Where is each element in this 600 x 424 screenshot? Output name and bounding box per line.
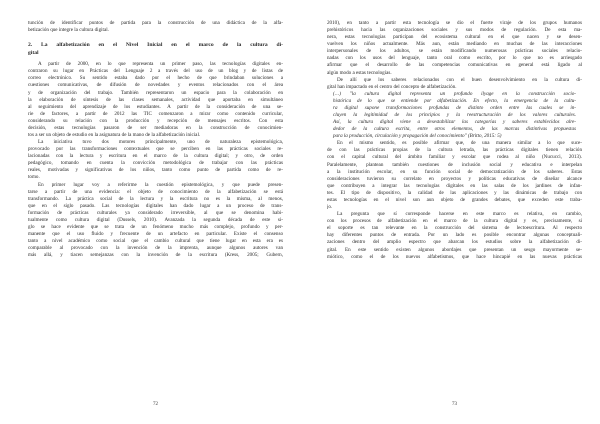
text-line: decisión, estas tecnologías pasaron de ser mediadoras en la construcción de conocimien-: [28, 124, 283, 131]
text-line: hay diferentes puntos de entrada. Por un lado es posible encontrar algunas conceptuali-: [327, 232, 582, 239]
text-line: y de organización del trabajo. También representaron un espacio para la colaboración en: [28, 89, 283, 96]
text-line: considerando su relación con la producción y recepción de mensajes escritos. Con esta: [28, 117, 283, 124]
section-heading: 2. La alfabetización en el Nivel Inicial en el marco de la cultura di-: [28, 42, 283, 49]
text-line: de con las prácticas propias de la cultura letrada, las prácticas digitales tienen relación: [327, 147, 582, 154]
text-line: vuelven los niños actualmente. Más aun, están mediando en muchas de las interacciones: [327, 41, 582, 48]
text-line: tunción de identificar puntos de partida para la construcción de una didáctica de la alfa-: [28, 20, 283, 26]
block-quote-line: (…) "la cultura digital representa un profundo ilyage en la construcción socio-: [333, 90, 576, 97]
text-line: lacionadas con la lectura y escritura en el marco de la cultura digital; y otro, de orden: [28, 153, 283, 160]
text-line: que contribuyen a integrar las tecnologías digitales en las salas de los jardines de infan-: [327, 182, 582, 189]
text-line: con el capital cultural del ámbito familiar y escolar que rodea al niño (Nucucci, 2013).: [327, 154, 582, 161]
page-number: 73: [452, 402, 457, 407]
text-line: tomo.: [28, 174, 40, 181]
text-line: betización que integre la cultura digital.: [28, 27, 109, 34]
block-quote-line: para la producción, circulación y propagación del conocimiento" (Britto, 2015: 5): [333, 133, 502, 140]
text-line: estas tecnologías en el nivel son aun objeto de grandes debates, que exceden este traba-: [327, 196, 582, 203]
text-line: tualmente como cultura digital (Dussels, 2010). Avanzada la segunda década de este si-: [28, 216, 283, 223]
text-line: 2010), en tanto a partir esta tecnología se dio el fuerte viraje de los grupos humanos: [327, 20, 582, 26]
block-quote-line: cluyen la legitimidad de los principios y la reestructuración de los valores culturales.: [333, 112, 576, 119]
right-page: [327, 0, 582, 424]
block-quote-line: dedor de la cultura escrita, entre otros elementos, de las marcas distintivas propuestas: [333, 126, 576, 133]
right-page-body: [327, 20, 582, 261]
text-line: gital han impactado en el centro del concepto de alfabetización.: [327, 83, 457, 90]
text-line: cuestiones comunicativas, de difusión de novedades y eventos relacionados con el área: [28, 82, 283, 89]
text-line: De allí que los saberes relacionados con el buen desenvolvimiento en la cultura di-: [337, 76, 582, 83]
text-line: provocado por las transformaciones contextuales que se perciben en las prácticas sociales re-: [28, 146, 283, 153]
text-line: contraron su lugar en Prácticas del Lenguaje 2 a través del uso de un blog y de listas de: [28, 68, 283, 75]
text-line: zaciones dentro del amplio espectro que abarcan los estudios sobre la alfabetización di-: [327, 239, 582, 246]
text-line: gital. En este sentido existen algunos abordajes que presentan un sesgo mayormente se-: [327, 246, 582, 253]
text-line: manente que el uso fluido y frecuente de un artefacto en particular. Existe el consenso: [28, 231, 283, 238]
page-number: 72: [153, 402, 158, 407]
text-line: transformando. La práctica social de la lectura y la escritura no es la misma, al menos,: [28, 195, 283, 202]
text-line: prehistóricos hacia las organizaciones sociales y sus modos de regulación. De esta ma-: [327, 27, 582, 34]
block-quote-line: Así, la cultura digital viene a desestabilizar las categorías y saberes establecidos alre-: [333, 119, 576, 126]
text-line: miótico, como el de los nuevos alfabetismos, que hace hincapié en las nuevas prácticas: [327, 253, 582, 260]
text-line: al seguimiento del aprendizaje de los estudiantes. A partir de la consideración de una se-: [28, 103, 283, 110]
text-line: afirmar que el desarrollo de las competencias comunicativas en general está ligado al: [327, 62, 582, 69]
text-line: rie de factores, a partir de 2012 las TIC comenzaron a mirar como contenido curricular,: [28, 110, 283, 117]
text-line: pedagógico, tomando en cuenta la convicción metodológica de trabajar con las prácticas: [28, 160, 283, 167]
text-line: interpersonales de los adultos, se están modificando numerosas prácticas sociales relacio-: [327, 48, 582, 55]
text-line: tos a ser un objeto de estudio en la asignatura de la mano de la alfabetización inicial.: [28, 132, 201, 139]
text-line: formación de prácticas culturales ya considerado irreversible, al que se denomina habi-: [28, 209, 283, 216]
text-line: a la institución escolar, en su función social de democratización de los saberes. Estas: [327, 168, 582, 175]
text-line: En primer lugar voy a referirme la cuestión epistemológica, y que puede presen-: [38, 181, 283, 188]
text-line: consideraciones tuvieron su correlato en proyectos y políticas educativas de diseñar alcance: [327, 175, 582, 182]
text-line: Paralelamente, plantean también cuestiones de inclusión social y educativa e interpelan: [327, 161, 582, 168]
text-line: jo.: [327, 204, 333, 211]
text-line: el soporte es tan relevante en la construcción del sistema de lectoescritura. Al respecto: [327, 225, 582, 232]
text-line: con los procesos de alfabetización en el marco de la cultura digital y es, precisamente, si: [327, 218, 582, 225]
text-line: A partir de 2000, en lo que representa un primer paso, las tecnologías digitales en-: [38, 61, 283, 68]
text-line: En el mismo sentido, es posible afirmar que, de una manera similar a lo que suce-: [337, 140, 582, 147]
block-quote-line: ra digital supone transformaciones profundas de distinto orden entre las cuales se in-: [333, 104, 576, 111]
text-line: reales, motivadas y significativas de los niños, tanto como punto de partida como de re-: [28, 167, 283, 174]
text-line: correo electrónico. Su sentido estaba dado por el hecho de que brindaban soluciones a: [28, 75, 283, 82]
text-line: glo se hace evidente que se trata de un fenómeno mucho más complejo, profundo y per-: [28, 224, 283, 231]
text-line: tarse a partir de una evidencia: el objeto de conocimiento de la alfabetización se está: [28, 188, 283, 195]
block-quote-line: histórica de lo que se entiende por alfabetización. En efecto, la emergencia de la cultu-: [333, 97, 576, 104]
text-line: la elaboración de síntesis de las clases semanales, actividad que aportaba en simultáneo: [28, 96, 283, 103]
text-line: comparable al provocado con la invención de la imprenta, aunque algunos autores van: [28, 245, 283, 252]
text-line: nera, estas tecnologías participan del ecosistema cultural en el que nacen y se desen-: [327, 34, 582, 41]
text-line: nadas con los usos del lenguaje, tanto oral como escrito, por lo que no es arriesgado: [327, 55, 582, 62]
section-heading: gital: [28, 50, 39, 57]
left-page-body: [28, 20, 283, 259]
text-line: tes. El tipo de dispositivo, la calidad de las aplicaciones y las dinámicas de trabajo con: [327, 189, 582, 196]
spacer: [28, 34, 283, 41]
left-page: [28, 0, 283, 424]
text-line: más allá, y tiacen semejanzas con la invención de la escritura (Kress, 2005; Gubern,: [28, 252, 283, 259]
text-line: algún modo a estas tecnologías.: [327, 69, 392, 76]
text-line: La iniciativa tuvo dos motores principalmente, uno de naturaleza epistemológica,: [38, 139, 283, 146]
text-line: La pregunta que sí corresponde hacerse en este marco es relativa, en cambio,: [337, 211, 582, 218]
text-line: que en el siglo pasado. Las tecnologías digitales han dado lugar a un proceso de trans-: [28, 202, 283, 209]
text-line: tanto a nivel académico como social que el cambio cultural que tiene lugar en esta era es: [28, 238, 283, 245]
